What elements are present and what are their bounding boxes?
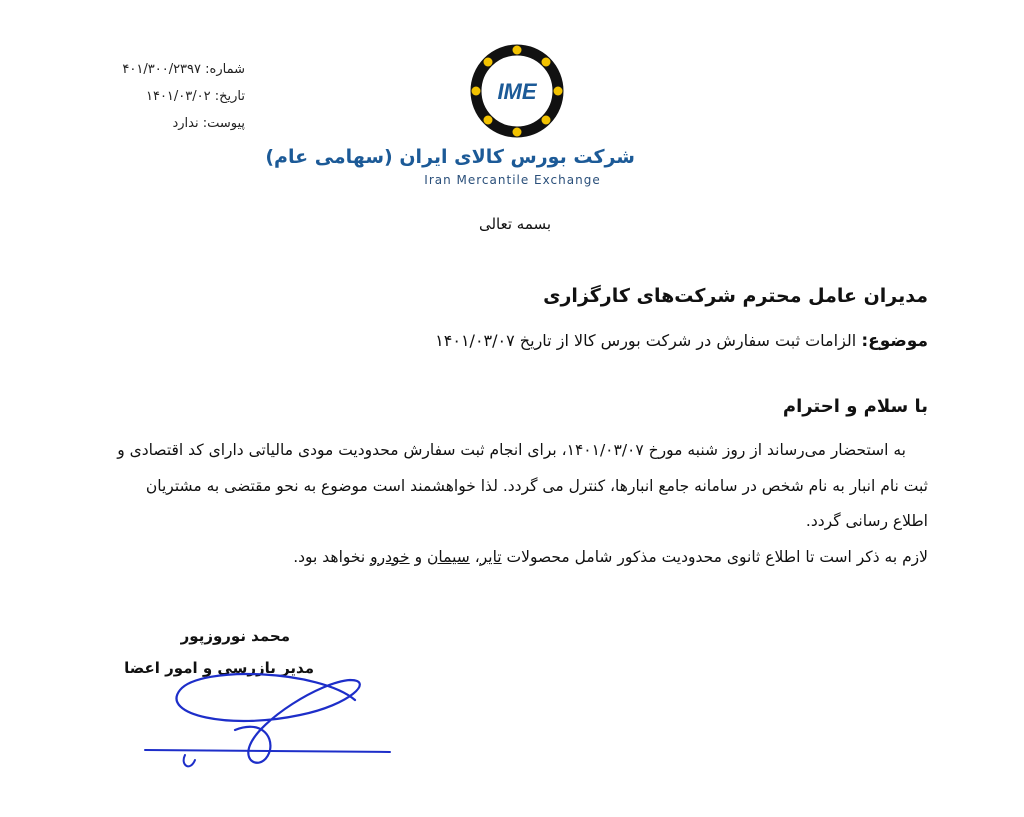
- letter-number: [110, 56, 245, 83]
- paragraph-2: [108, 540, 928, 576]
- number-value: ۴۰۱/۳۰۰/۲۳۹۷: [122, 62, 202, 77]
- product-car: خودرو: [370, 547, 410, 566]
- logo-text: IME: [497, 79, 537, 104]
- signatory-name: محمد نوروزپور: [180, 627, 290, 645]
- date-value: ۱۴۰۱/۰۳/۰۲: [145, 89, 211, 104]
- letter-date: [110, 83, 245, 110]
- p2-after: نخواهد بود.: [293, 547, 366, 566]
- letter-attachment: [110, 110, 245, 137]
- attachment-label: پیوست:: [202, 116, 245, 131]
- date-label: تاریخ:: [214, 89, 245, 104]
- product-cement: سیمان: [427, 547, 470, 566]
- handwritten-signature: [140, 660, 400, 780]
- product-tire: تایر: [479, 547, 502, 566]
- bismillah: بسمه تعالی: [478, 215, 552, 233]
- letter-body: [108, 433, 928, 575]
- p2-sep: ،: [474, 547, 480, 566]
- recipient-line: مدیران عامل محترم شرکت‌های کارگزاری: [543, 285, 928, 307]
- p2-before: لازم به ذکر است تا اطلاع ثانوی محدودیت مذکور شامل محصولات: [506, 547, 928, 566]
- signatory-title: مدیر بازرسی و امور اعضا: [124, 659, 314, 677]
- p2-conj: و: [414, 547, 423, 566]
- greeting: با سلام و احترام: [782, 396, 928, 417]
- subject-line: [435, 331, 928, 351]
- subject-label: موضوع:: [861, 331, 928, 351]
- number-label: شماره:: [205, 62, 245, 77]
- paragraph-1: به استحضار می‌رساند از روز شنبه مورخ ۱۴۰۱/۰۳/۰۷، برای انجام ثبت سفارش محدودیت مودی مالیاتی دارای کد اقتصادی و ثبت نام انبار به نام شخص در سامانه جامع انبارها، کنترل می گردد. لذا خواهشمند است موضوع به نحو مقتضی به مشتریان اطلاع رسانی گردد.: [117, 441, 928, 530]
- company-name-fa: شرکت بورس کالای ایران (سهامی عام): [265, 146, 635, 168]
- letter-meta: [110, 56, 245, 137]
- attachment-value: ندارد: [172, 116, 199, 131]
- subject-text: الزامات ثبت سفارش در شرکت بورس کالا از تاریخ ۱۴۰۱/۰۳/۰۷: [435, 331, 857, 350]
- company-name-en: Iran Mercantile Exchange: [424, 173, 601, 187]
- ime-logo: [462, 36, 572, 146]
